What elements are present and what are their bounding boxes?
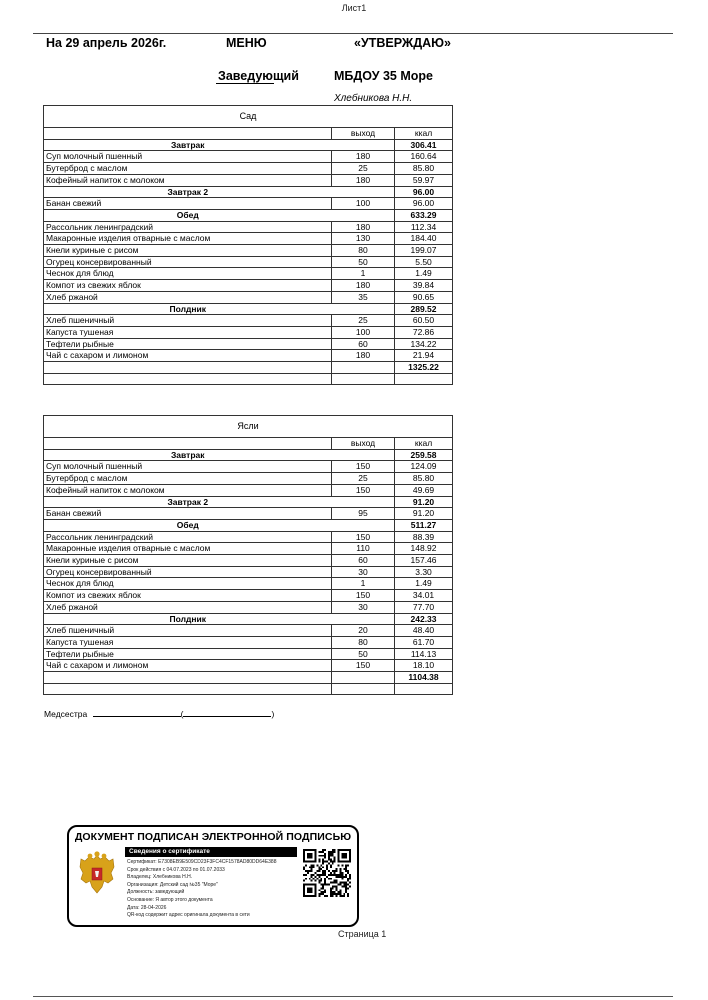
certificate-line: Организация: Детский сад №35 "Море" [127, 881, 218, 888]
dish-row [44, 531, 453, 543]
dish-name: Кофейный напиток с молоком [44, 484, 332, 496]
dish-row [44, 555, 453, 567]
dish-name: Хлеб пшеничный [44, 625, 332, 637]
open-paren: ( [180, 709, 184, 719]
dish-kcal: 157.46 [395, 555, 453, 567]
certificate-line: Дата: 28-04-2026 [127, 904, 167, 911]
dish-name: Рассольник ленинградский [44, 531, 332, 543]
dish-row [44, 508, 453, 520]
meal-name: Завтрак 2 [44, 186, 332, 198]
total-label-empty [44, 672, 332, 684]
dish-kcal: 199.07 [395, 245, 453, 257]
dish-yield: 150 [332, 590, 395, 602]
dish-row [44, 198, 453, 210]
dish-kcal: 61.70 [395, 636, 453, 648]
nurse-label: Медсестра [44, 709, 88, 719]
dish-row [44, 151, 453, 163]
certificate-line: Должность: заведующий [127, 889, 185, 896]
dish-name: Кнели куриные с рисом [44, 555, 332, 567]
dish-kcal: 59.97 [395, 174, 453, 186]
dish-yield: 180 [332, 174, 395, 186]
dish-name: Капуста тушеная [44, 636, 332, 648]
dish-yield: 100 [332, 326, 395, 338]
approver-position-text: Заведующий [218, 69, 299, 83]
dish-name: Макаронные изделия отварные с маслом [44, 233, 332, 245]
meal-kcal: 306.41 [395, 139, 453, 151]
dish-kcal: 160.64 [395, 151, 453, 163]
menu-title: МЕНЮ [226, 36, 267, 50]
dish-yield: 25 [332, 315, 395, 327]
dish-yield: 80 [332, 245, 395, 257]
dish-yield: 30 [332, 601, 395, 613]
bottom-rule [33, 996, 673, 997]
meal-name: Завтрак [44, 139, 332, 151]
approver-position [218, 69, 299, 83]
empty-cell [332, 683, 395, 695]
total-yield-empty [332, 362, 395, 374]
dish-name: Банан свежий [44, 508, 332, 520]
dish-row [44, 350, 453, 362]
dish-yield: 95 [332, 508, 395, 520]
column-header-kcal: ккал [395, 438, 453, 450]
dish-yield: 100 [332, 198, 395, 210]
meal-header-row [44, 186, 453, 198]
dish-kcal: 88.39 [395, 531, 453, 543]
dish-name: Капуста тушеная [44, 326, 332, 338]
dish-row [44, 590, 453, 602]
total-label-empty [44, 362, 332, 374]
menu-table-garden [43, 105, 453, 385]
dish-yield: 30 [332, 566, 395, 578]
dish-yield: 180 [332, 280, 395, 292]
dish-name: Суп молочный пшенный [44, 151, 332, 163]
total-kcal: 1104.38 [395, 672, 453, 684]
total-yield-empty [332, 672, 395, 684]
certificate-line: Владелец: Хлебникова Н.Н. [127, 874, 193, 881]
meal-yield-empty [332, 449, 395, 461]
dish-kcal: 77.70 [395, 601, 453, 613]
meal-header-row [44, 613, 453, 625]
dish-name: Чай с сахаром и лимоном [44, 660, 332, 672]
dish-kcal: 112.34 [395, 221, 453, 233]
dish-kcal: 114.13 [395, 648, 453, 660]
meal-header-row [44, 303, 453, 315]
dish-kcal: 134.22 [395, 338, 453, 350]
column-header-name [44, 128, 332, 140]
total-kcal: 1325.22 [395, 362, 453, 374]
dish-kcal: 34.01 [395, 590, 453, 602]
dish-kcal: 148.92 [395, 543, 453, 555]
organization-name: МБДОУ 35 Море [334, 69, 433, 83]
empty-cell [395, 683, 453, 695]
meal-kcal: 289.52 [395, 303, 453, 315]
dish-yield: 150 [332, 461, 395, 473]
meal-kcal: 259.58 [395, 449, 453, 461]
dish-name: Огурец консервированный [44, 256, 332, 268]
director-name: Хлебникова Н.Н. [334, 93, 413, 104]
dish-kcal: 91.20 [395, 508, 453, 520]
dish-name: Бутерброд с маслом [44, 163, 332, 175]
dish-kcal: 5.50 [395, 256, 453, 268]
page-number: Страница 1 [338, 929, 387, 939]
meal-kcal: 96.00 [395, 186, 453, 198]
empty-row [44, 373, 453, 385]
dish-row [44, 578, 453, 590]
dish-row [44, 280, 453, 292]
sheet-name: Лист1 [341, 3, 367, 13]
total-row [44, 362, 453, 374]
dish-row [44, 543, 453, 555]
meal-header-row [44, 496, 453, 508]
dish-row [44, 256, 453, 268]
dish-kcal: 85.80 [395, 473, 453, 485]
empty-cell [332, 373, 395, 385]
total-row [44, 672, 453, 684]
dish-row [44, 233, 453, 245]
dish-row [44, 660, 453, 672]
meal-yield-empty [332, 139, 395, 151]
dish-row [44, 625, 453, 637]
dish-row [44, 636, 453, 648]
meal-yield-empty [332, 186, 395, 198]
dish-kcal: 49.69 [395, 484, 453, 496]
dish-row [44, 473, 453, 485]
dish-yield: 180 [332, 350, 395, 362]
column-header-row [44, 438, 453, 450]
certificate-details [127, 859, 302, 920]
empty-cell [44, 373, 332, 385]
meal-yield-empty [332, 209, 395, 221]
dish-kcal: 1.49 [395, 578, 453, 590]
meal-kcal: 242.33 [395, 613, 453, 625]
dish-yield: 1 [332, 268, 395, 280]
dish-name: Тефтели рыбные [44, 338, 332, 350]
meal-kcal: 633.29 [395, 209, 453, 221]
dish-kcal: 72.86 [395, 326, 453, 338]
certificate-line: Срок действия с 04.07.2023 по 01.07.2033 [127, 866, 225, 873]
nurse-signature-line [93, 708, 181, 717]
dish-name: Банан свежий [44, 198, 332, 210]
table-title-row [44, 416, 453, 438]
coat-of-arms-icon [77, 851, 117, 897]
column-header-yield: выход [332, 128, 395, 140]
dish-name: Чай с сахаром и лимоном [44, 350, 332, 362]
dish-yield: 150 [332, 484, 395, 496]
dish-kcal: 85.80 [395, 163, 453, 175]
approve-label: «УТВЕРЖДАЮ» [354, 36, 451, 50]
dish-yield: 180 [332, 221, 395, 233]
dish-yield: 110 [332, 543, 395, 555]
dish-name: Чеснок для блюд [44, 578, 332, 590]
dish-name: Чеснок для блюд [44, 268, 332, 280]
meal-yield-empty [332, 519, 395, 531]
dish-row [44, 163, 453, 175]
column-header-yield: выход [332, 438, 395, 450]
meal-name: Обед [44, 209, 332, 221]
dish-name: Кофейный напиток с молоком [44, 174, 332, 186]
dish-yield: 50 [332, 256, 395, 268]
meal-name: Полдник [44, 613, 332, 625]
dish-row [44, 268, 453, 280]
dish-yield: 130 [332, 233, 395, 245]
dish-name: Хлеб ржаной [44, 291, 332, 303]
empty-cell [395, 373, 453, 385]
empty-cell [44, 683, 332, 695]
nurse-signature [44, 708, 274, 719]
dish-yield: 35 [332, 291, 395, 303]
table-title-row [44, 106, 453, 128]
meal-name: Завтрак [44, 449, 332, 461]
meal-name: Полдник [44, 303, 332, 315]
dish-yield: 25 [332, 473, 395, 485]
dish-yield: 80 [332, 636, 395, 648]
dish-kcal: 21.94 [395, 350, 453, 362]
dish-name: Бутерброд с маслом [44, 473, 332, 485]
dish-row [44, 566, 453, 578]
dish-row [44, 601, 453, 613]
dish-kcal: 124.09 [395, 461, 453, 473]
dish-row [44, 291, 453, 303]
meal-yield-empty [332, 613, 395, 625]
dish-row [44, 245, 453, 257]
meal-name: Обед [44, 519, 332, 531]
signature-line [216, 83, 274, 84]
column-header-row [44, 128, 453, 140]
dish-name: Макаронные изделия отварные с маслом [44, 543, 332, 555]
dish-kcal: 48.40 [395, 625, 453, 637]
meal-yield-empty [332, 303, 395, 315]
dish-kcal: 39.84 [395, 280, 453, 292]
electronic-signature-stamp [67, 825, 359, 927]
top-rule [33, 33, 673, 34]
dish-kcal: 1.49 [395, 268, 453, 280]
dish-kcal: 96.00 [395, 198, 453, 210]
table-title: Ясли [44, 416, 453, 438]
dish-yield: 25 [332, 163, 395, 175]
meal-kcal: 511.27 [395, 519, 453, 531]
dish-row [44, 338, 453, 350]
table-title: Сад [44, 106, 453, 128]
dish-row [44, 174, 453, 186]
meal-header-row [44, 519, 453, 531]
close-paren: ) [271, 709, 275, 719]
meal-name: Завтрак 2 [44, 496, 332, 508]
dish-name: Хлеб пшеничный [44, 315, 332, 327]
stamp-title: ДОКУМЕНТ ПОДПИСАН ЭЛЕКТРОННОЙ ПОДПИСЬЮ [74, 831, 352, 843]
meal-kcal: 91.20 [395, 496, 453, 508]
empty-row [44, 683, 453, 695]
column-header-kcal: ккал [395, 128, 453, 140]
dish-yield: 60 [332, 338, 395, 350]
dish-row [44, 315, 453, 327]
menu-date: На 29 апрель 2026г. [46, 36, 167, 50]
dish-row [44, 648, 453, 660]
dish-kcal: 3.30 [395, 566, 453, 578]
dish-name: Тефтели рыбные [44, 648, 332, 660]
dish-row [44, 326, 453, 338]
certificate-line: Основание: Я автор этого документа [127, 896, 213, 903]
dish-yield: 150 [332, 531, 395, 543]
dish-yield: 20 [332, 625, 395, 637]
meal-header-row [44, 209, 453, 221]
meal-yield-empty [332, 496, 395, 508]
certificate-line: QR-код содержит адрес оригинала документа в сети [127, 912, 250, 919]
meal-header-row [44, 139, 453, 151]
dish-name: Компот из свежих яблок [44, 590, 332, 602]
nurse-name-line [180, 708, 271, 719]
dish-yield: 1 [332, 578, 395, 590]
dish-yield: 180 [332, 151, 395, 163]
dish-name: Суп молочный пшенный [44, 461, 332, 473]
dish-name: Хлеб ржаной [44, 601, 332, 613]
certificate-header: Сведения о сертификате [125, 847, 297, 857]
dish-name: Рассольник ленинградский [44, 221, 332, 233]
dish-row [44, 221, 453, 233]
column-header-name [44, 438, 332, 450]
dish-kcal: 60.50 [395, 315, 453, 327]
dish-name: Компот из свежих яблок [44, 280, 332, 292]
dish-yield: 50 [332, 648, 395, 660]
dish-kcal: 18.10 [395, 660, 453, 672]
dish-kcal: 90.65 [395, 291, 453, 303]
dish-kcal: 184.40 [395, 233, 453, 245]
dish-yield: 60 [332, 555, 395, 567]
menu-table-nursery [43, 415, 453, 695]
dish-row [44, 484, 453, 496]
dish-row [44, 461, 453, 473]
dish-yield: 150 [332, 660, 395, 672]
qr-code-icon [303, 849, 351, 897]
meal-header-row [44, 449, 453, 461]
dish-name: Кнели куриные с рисом [44, 245, 332, 257]
certificate-line: Сертификат: E7308EB9E509CD23F3FC4CF1578AD80DD64E388 [127, 859, 277, 865]
dish-name: Огурец консервированный [44, 566, 332, 578]
